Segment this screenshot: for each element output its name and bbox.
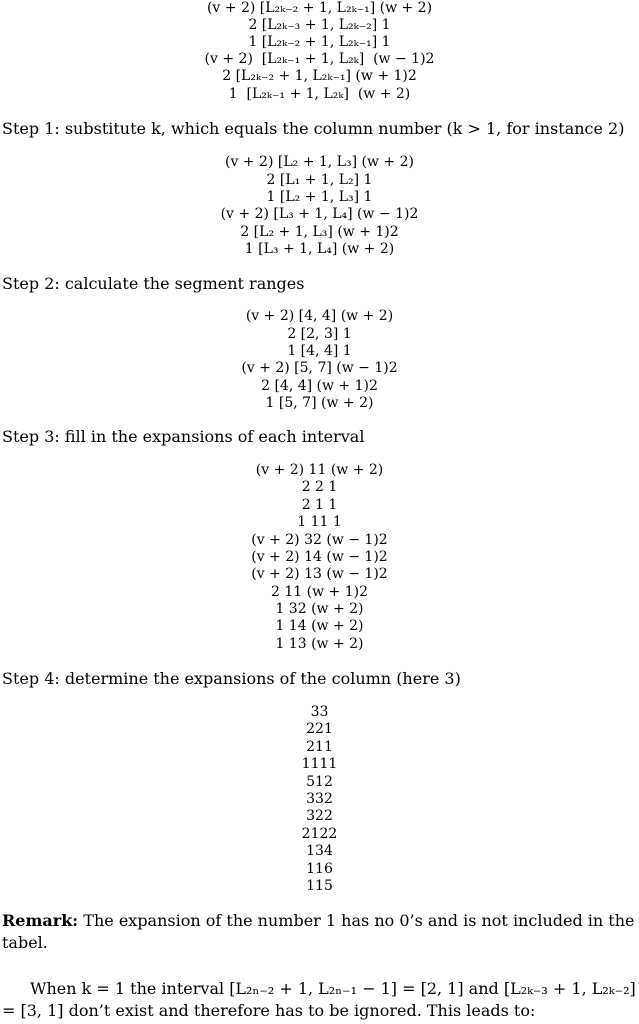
remark-text: The expansion of the number 1 has no 0’s and is not included in the tabel. [2, 911, 635, 952]
step4-line: 211 [306, 739, 333, 755]
step4-line: 116 [306, 861, 333, 877]
general-line: 1 [L₂ₖ₋₂ + 1, L₂ₖ₋₁] 1 [248, 34, 391, 50]
remark-paragraph [2, 910, 636, 954]
step4-line: 332 [306, 791, 333, 807]
step1-line: 2 [L₁ + 1, L₂] 1 [266, 172, 373, 188]
step3-line: 1 13 (w + 2) [275, 636, 364, 652]
step4-line: 221 [306, 721, 333, 737]
step3-line: (v + 2) 14 (w − 1)2 [251, 549, 388, 565]
step3-line: 2 2 1 [301, 479, 338, 495]
general-line: 2 [L₂ₖ₋₃ + 1, L₂ₖ₋₂] 1 [248, 17, 391, 33]
step1-line: (v + 2) [L₂ + 1, L₃] (w + 2) [225, 154, 414, 170]
step4-heading: Step 4: determine the expansions of the column (here 3) [2, 669, 461, 688]
step1-heading: Step 1: substitute k, which equals the column number (k > 1, for instance 2) [2, 119, 625, 138]
step2-line: 2 [4, 4] (w + 1)2 [261, 378, 378, 394]
general-line: (v + 2) [L₂ₖ₋₁ + 1, L₂ₖ] (w − 1)2 [204, 51, 435, 67]
step3-line: (v + 2) 32 (w − 1)2 [251, 532, 388, 548]
closing-paragraph: When k = 1 the interval [L₂ₙ₋₂ + 1, L₂ₙ₋₁ − 1] = [2, 1] and [L₂ₖ₋₃ + 1, L₂ₖ₋₂] = [3, 1] don’t exist and therefore has to be ignored. This leads to: [2, 979, 636, 1020]
step2-line: 2 [2, 3] 1 [287, 326, 352, 342]
remark-label: Remark: [2, 911, 79, 930]
step4-line: 134 [306, 843, 333, 859]
step3-line: 1 32 (w + 2) [275, 601, 364, 617]
step4-line: 33 [310, 704, 329, 720]
step1-line: 1 [L₂ + 1, L₃] 1 [266, 189, 373, 205]
general-line: (v + 2) [L₂ₖ₋₂ + 1, L₂ₖ₋₁] (w + 2) [206, 0, 433, 16]
step3-line: 1 11 1 [297, 514, 342, 530]
step4-line: 322 [306, 808, 333, 824]
step3-line: (v + 2) 11 (w + 2) [255, 462, 384, 478]
step1-line: 2 [L₂ + 1, L₃] (w + 1)2 [240, 224, 399, 240]
step3-line: 2 11 (w + 1)2 [271, 584, 368, 600]
step3-line: (v + 2) 13 (w − 1)2 [251, 566, 388, 582]
step4-line: 115 [306, 878, 333, 894]
step3-line: 2 1 1 [301, 497, 338, 513]
step2-line: (v + 2) [4, 4] (w + 2) [245, 308, 394, 324]
general-line: 1 [L₂ₖ₋₁ + 1, L₂ₖ] (w + 2) [228, 86, 411, 102]
step1-line: (v + 2) [L₃ + 1, L₄] (w − 1)2 [220, 206, 419, 222]
step2-line: 1 [4, 4] 1 [287, 343, 352, 359]
step4-line: 512 [306, 774, 333, 790]
general-line: 2 [L₂ₖ₋₂ + 1, L₂ₖ₋₁] (w + 1)2 [222, 68, 417, 84]
step3-heading: Step 3: fill in the expansions of each interval [2, 427, 365, 446]
step4-line: 2122 [301, 826, 338, 842]
step1-line: 1 [L₃ + 1, L₄] (w + 2) [244, 241, 395, 257]
step2-line: 1 [5, 7] (w + 2) [265, 395, 374, 411]
step4-line: 1111 [301, 756, 338, 772]
step2-line: (v + 2) [5, 7] (w − 1)2 [241, 360, 398, 376]
step2-heading: Step 2: calculate the segment ranges [2, 274, 305, 293]
step3-line: 1 14 (w + 2) [275, 618, 364, 634]
